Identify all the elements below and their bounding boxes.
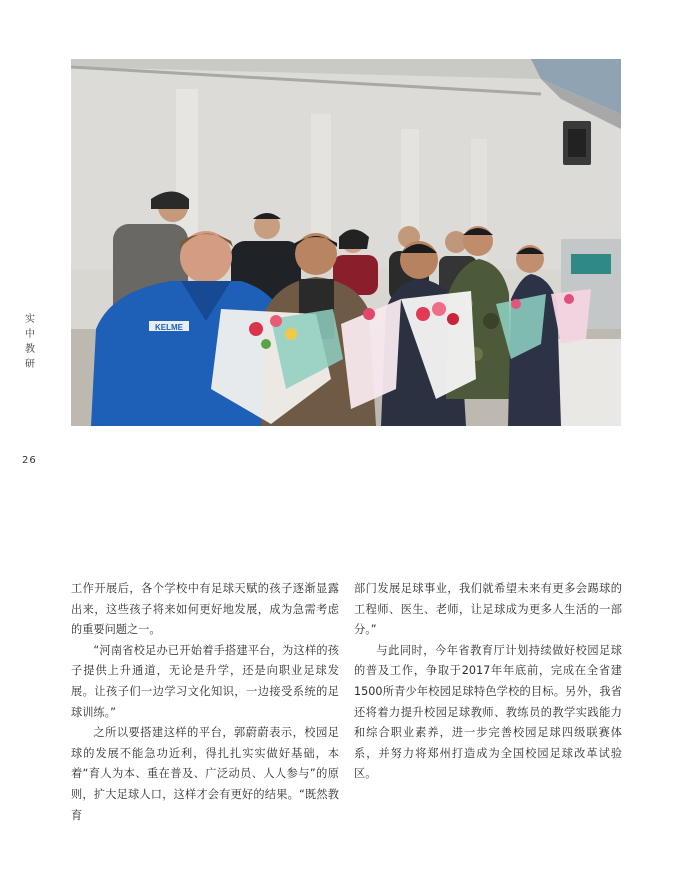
article-right-column xyxy=(354,579,622,785)
section-char: 中 xyxy=(25,329,35,340)
jersey-badge: KELME xyxy=(155,323,183,332)
article-paragraph: 与此同时，今年省教育厅计划持续做好校园足球的普及工作，争取于2017年年底前，完成在全省建1500所青少年校园足球特色学校的目标。另外，我省还将着力提升校园足球教师、教练员的教学实践能力和综合职业素养，进一步完善校园足球四级联赛体系，并努力将郑州打造成为全国校园足球改革试验区。 xyxy=(354,643,622,781)
article-paragraph: 之所以要搭建这样的平台，郭蔚蔚表示，校园足球的发展不能急功近利，得扎扎实实做好基础，本着“育人为本、重在普及、广泛动员、人人参与”的原则，扩大足球人口，这样才会有更好的结果。“既然教育 xyxy=(71,726,339,822)
article-paragraph: “河南省校足办已开始着手搭建平台，为这样的孩子提供上升通道，无论是升学，还是向职业足球发展。让孩子们一边学习文化知识，一边接受系统的足球训练。” xyxy=(71,643,339,719)
article-left-column xyxy=(71,579,339,826)
section-char: 研 xyxy=(25,359,35,370)
section-char: 实 xyxy=(25,314,35,325)
article-paragraph: 部门发展足球事业，我们就希望未来有更多会踢球的工程师、医生、老师，让足球成为更多人生活的一部分。” xyxy=(354,582,622,637)
section-label xyxy=(23,312,37,372)
section-char: 教 xyxy=(25,344,35,355)
event-photo xyxy=(71,59,621,426)
article-paragraph: 工作开展后，各个学校中有足球天赋的孩子逐渐显露出来，这些孩子将来如何更好地发展，成为急需考虑的重要问题之一。 xyxy=(71,582,339,637)
page-number: 26 xyxy=(22,455,37,466)
